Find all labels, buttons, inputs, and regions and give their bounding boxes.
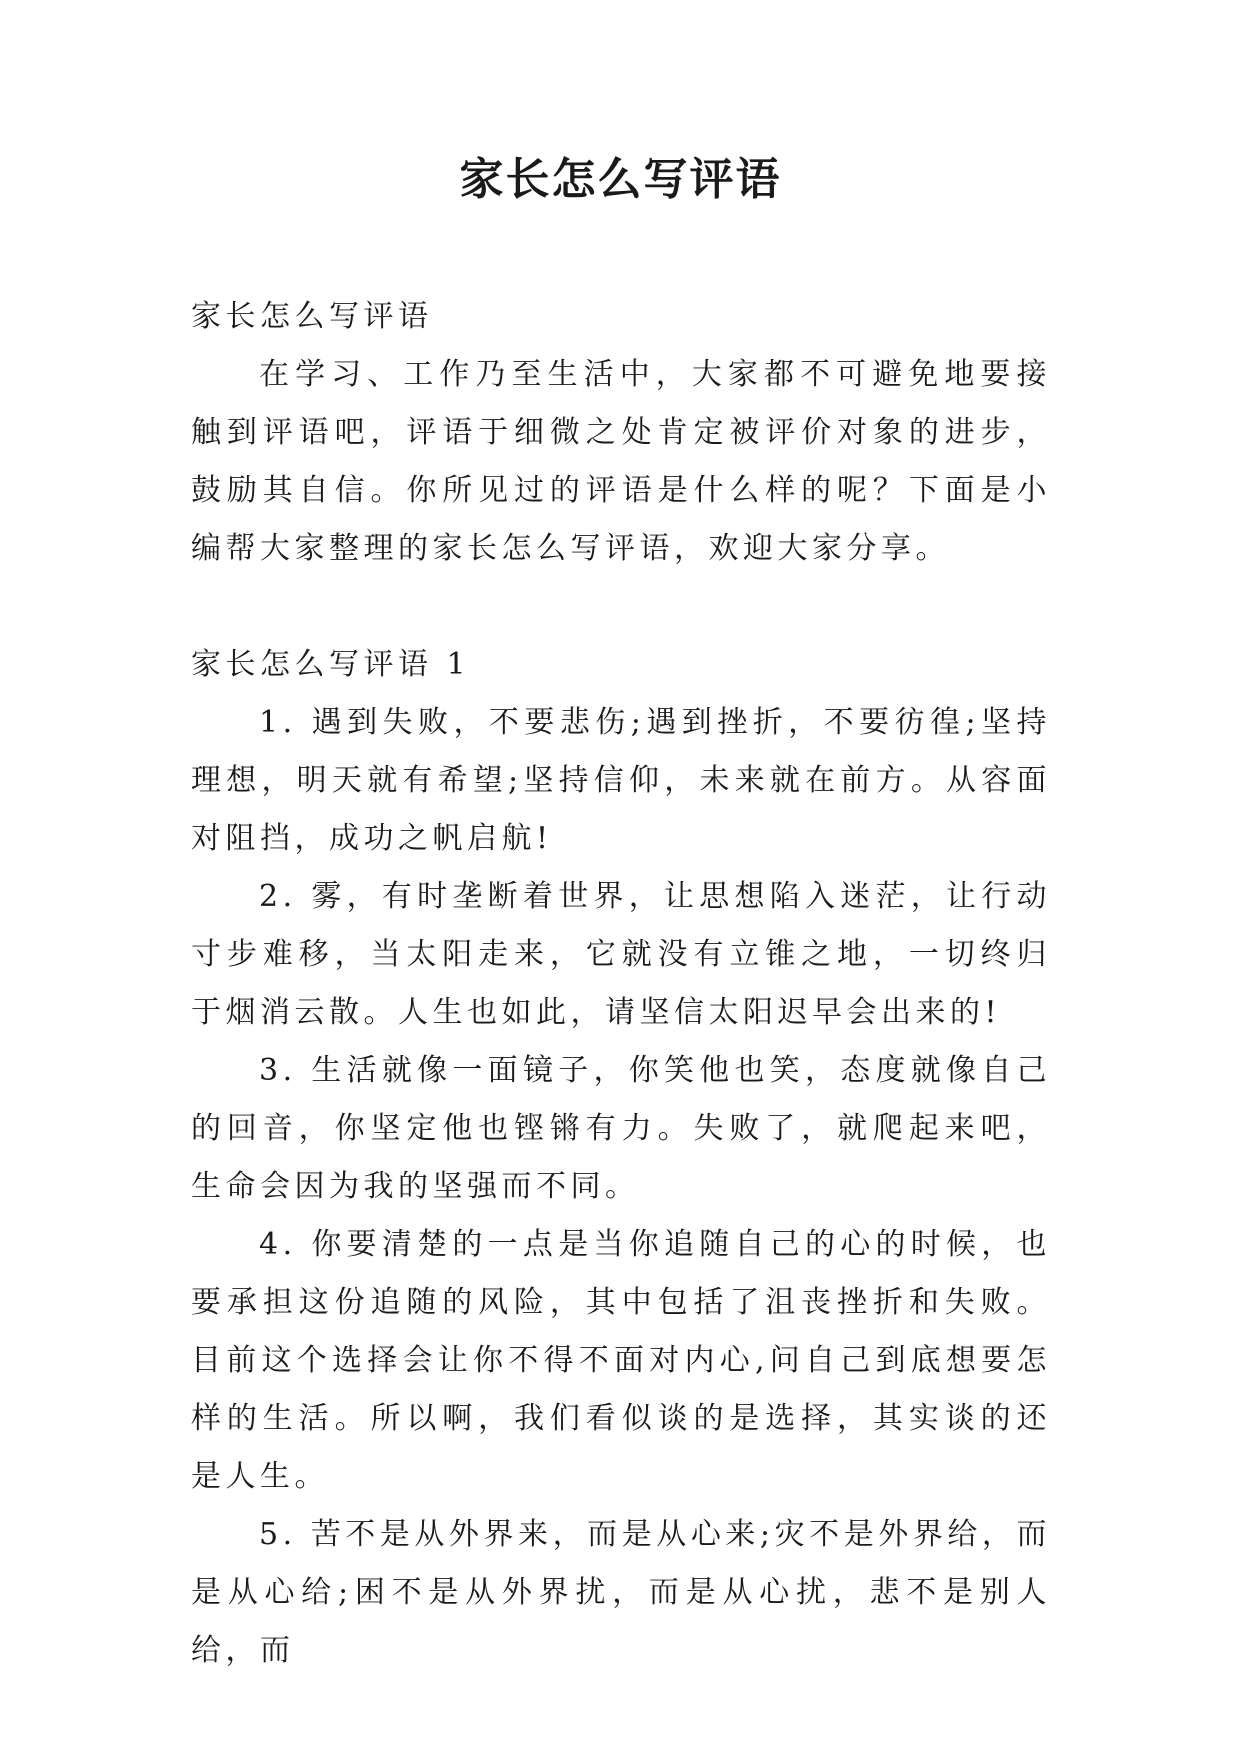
section-heading-1: 家长怎么写评语 1 — [191, 647, 471, 682]
list-item: 1. 遇到失败，不要悲伤;遇到挫折，不要彷徨;坚持理想，明天就有希望;坚持信仰，未来就在前方。从容面对阻挡，成功之帆启航! — [191, 705, 1051, 856]
intro-heading: 家长怎么写评语 — [191, 299, 433, 334]
section-spacer — [191, 578, 1051, 636]
list-item: 3. 生活就像一面镜子，你笑他也笑，态度就像自己的回音，你坚定他也铿锵有力。失败了，就爬起来吧，生命会因为我的坚强而不同。 — [191, 1053, 1051, 1204]
document-title: 家长怎么写评语 — [459, 154, 782, 205]
list-item: 2. 雾，有时垄断着世界，让思想陷入迷茫，让行动寸步难移，当太阳走来，它就没有立锥之地，一切终归于烟消云散。人生也如此，请坚信太阳迟早会出来的! — [191, 879, 1051, 1030]
list-item: 5. 苦不是从外界来，而是从心来;灾不是外界给，而是从心给;困不是从外界扰，而是从心扰，悲不是别人给，而 — [191, 1517, 1051, 1668]
list-item: 4. 你要清楚的一点是当你追随自己的心的时候，也要承担这份追随的风险，其中包括了沮丧挫折和失败。目前这个选择会让你不得不面对内心,问自己到底想要怎样的生活。所以啊，我们看似谈的是选择，其实谈的还是人生。 — [191, 1227, 1051, 1494]
intro-paragraph: 在学习、工作乃至生活中，大家都不可避免地要接触到评语吧，评语于细微之处肯定被评价对象的进步，鼓励其自信。你所见过的评语是什么样的呢？下面是小编帮大家整理的家长怎么写评语，欢迎大家分享。 — [191, 357, 1051, 566]
document-body — [191, 288, 1051, 1680]
